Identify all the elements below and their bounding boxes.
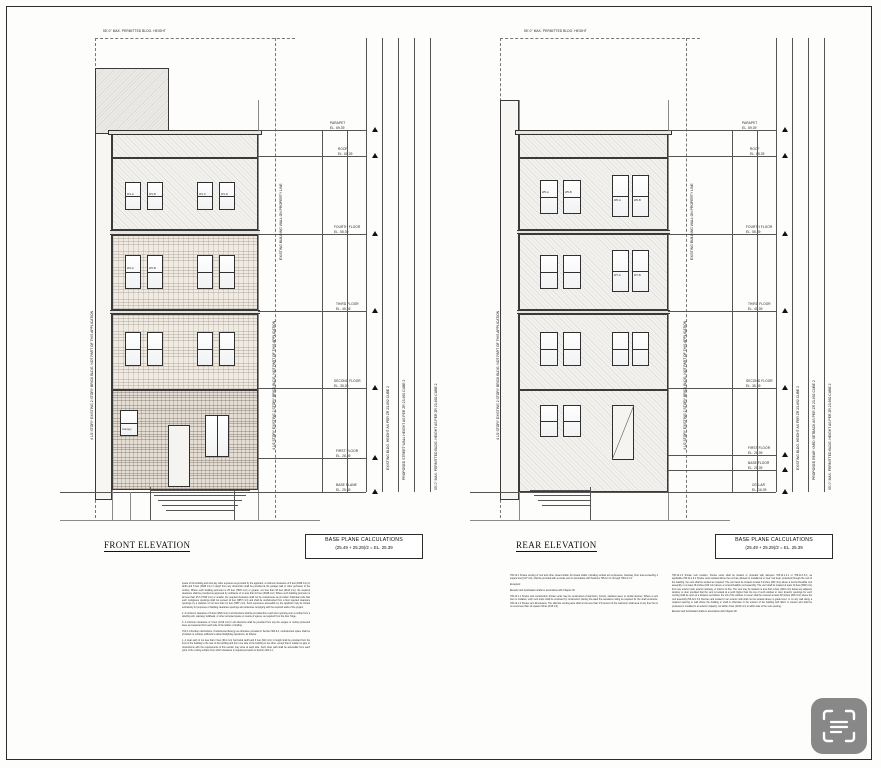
base-plane-calculations-rear: BASE PLANE CALCULATIONS (25.49 + 25.29)/2 = EL. 25.39 (715, 534, 833, 559)
parapet-mass-rear (519, 134, 668, 158)
notes-column-left: space of the building and shut any other exposure as provided by the applicant, a minimum clearance of 6 feet (1828 mm) in width and 6 feet (1828 mm) in depth from any obstruction shall be provided at the parapet wall or other perimeter of the rooftop. Where such building perimeter is 25 feet (7620 mm) or greater, not less than 30 feet (9144 mm), the required clearance shall be provided as approved by ordinance of no less than 10 feet (3048 mm). Where such building perimeter is far less than 25 ft (7620 mm) or smaller, the required clearance shall not be conspicuous as provided. Individual units that such contiguous openings shall not exceed 12 feet (3657 mm) and shall be unobstructed from a floor rejected clearance openings by a distance of not less than 12 feet (3657 mm). Such exposures accessible by the applicant may be limited exclusively for purposes of building clearance openings and otherwise complying with the required walls of the project. 2. A minimum clearance of 6 feet (1829 mm) in all directions shall be provided from each door opening onto a rooftop from a dwelling unit, stairway, bulkhead, or other occupied space or means of egress, as required from the door hinge. 3. A minimum clearance of 4 feet (1219 mm) in all directions shall be provided from any fire escape or rooftop protected area, as measured from each side of the ladder or landing. 704.4.1 Rooftop obstructions. Unobstructed Energy as otherwise provided in Section 904.9.2, unobstructed space shall be provided on rooftops sufficient to allow firefighting operations, as follows: 1. A clear path of not less than 3 feet (914 mm) horizontal width and 3 feet (914 mm) in height shall be provided from the front of the building to the rear of the building and from one side of the building to the other, except that in relation to pipe or obstructions with the requirements of this section may arise at each side. Such clear path shall be accessible from each point of the roofing surface from which clearance is required pursuant to Section 404.4.1. (182, 583, 310, 653)
window (563, 332, 581, 366)
window (563, 405, 581, 437)
window (219, 332, 235, 366)
max-height-label-front: 55'-0" MAX. PERMITTED BLDG. HEIGHT (103, 29, 166, 33)
window (540, 255, 558, 289)
base-plane-calculations-front: BASE PLANE CALCULATIONS (25.49 + 25.29)/2 = EL. 25.39 (305, 534, 423, 559)
window (540, 180, 558, 214)
window (563, 180, 581, 214)
window (219, 255, 235, 289)
window (125, 255, 141, 289)
window (563, 255, 581, 289)
door-swing-indicator (612, 405, 634, 460)
adjacent-building-left-rear (500, 100, 519, 500)
window (125, 332, 141, 366)
notes-column-middle: 706.12.1 Smoke venting of roof and other closed shafts. All closed shafts, including vertical exit enclosures, hoistway, floor area exceeding 4 square feet (0.37 m2), shall be provided with a smoke vent in accordance with Sections 706.12.1.1 through 706.12.1.3. Exception: Elevator and dumbwaiter shafts in accordance with Chapter 30. 706.12.1.1 Smoke vent construction Smoke vents may be constructed of aluminum, bronze, stainless steel, or similar devices. Where a vent duct is installed, such vent ducts shall be enclosed by construction having fire-rated fire-resistance rating as required for the shaft enclosure. 706.12.1.2 Smoke vent dimensions. The effective venting area shall not be less than 3.5 percent of the maximum shaft area of any floor but in no event less than 12 square inches (0.05 m2). (510, 575, 658, 608)
window (197, 255, 213, 289)
window (120, 410, 138, 436)
max-height-label-rear: 55'-0" MAX. PERMITTED BLDG. HEIGHT (524, 29, 587, 33)
window (612, 332, 629, 366)
max-height-line-rear (500, 38, 700, 39)
window (612, 175, 629, 217)
drawing-sheet: 55'-0" MAX. PERMITTED BLDG. HEIGHT W1-A W1-B W1-C W1-D W2-A W2-B Canopy PARAPET EL. 69.39 ROOF EL. 65.39 FOURTH FLOOR EL. 55.39 THIRD FLOOR EL. 45.39 SECOND FLOOR EL. 35.39 FIRST FLOOR EL. 26.39 BASE PLANE EL. 25.39 4 1/2 STORY EXISTING 2 STORY BRICK BLDG. NOT PART OF THIS APPLICATION EXISTING BUILDING WALL ON PROPERTY LINE 4 1/2 STORY EXISTING 2 STORY BRICK BLDG. NOT PART OF THIS APPLICATION EXISTING BLDG. HEIGHT AS PER ZR 23-692 CUBE 2 PROPOSED STREET WALL HEIGHT AS PER ZR 23-692 CUBE 2 55'-0" MAX. PERMITTED BLDG. HEIGHT AS PER ZR 23-692 CUBE 2 FRONT ELEVATION BASE PLANE CALCULATIONS (25.49 + 25.29)/2 = EL. 25.39 55'-0" MAX. PERMITTED BLDG. HEIGHT W5-A W5-B W6-A W6-B W7-A W7-B PARAPET EL. 69.39 ROOF EL. 65.39 FOURTH FLOOR EL. 55.39 THIRD FLOOR EL. 45.39 SECOND FLOOR EL. 35.39 FIRST FLOOR EL. 26.39 BASE FLOOR EL. 25.39 CELLAR EL. 16.39 4 1/2 STORY EXISTING 2 STORY BRICK BLDG. NOT PART OF THIS APPLICATION EXISTING BUILDING WALL ON PROPERTY LINE 4 1/2 STORY EXISTING 2 STORY BRICK BLDG. NOT PART OF THIS APPLICATION EXISTING BLDG. HEIGHT AS PER ZR 23-692 CUBE 2 PROPOSED REAR YARD SETBACK AS PER ZR 23-692 CUBE 2 55'-0" MAX. PERMITTED BLDG. HEIGHT AS PER ZR 23-692 CUBE 2 REAR ELEVATION BASE PLANE CALCULATIONS (25.49 + 25.29)/2 = EL. 25.39 space of the building and shut any other exposure as provided by the applicant, a minimum clearance of 6 feet (1828 mm) in width and 6 feet (1828 mm) in depth from any obstruction shall be provided at the parapet wall or other perimeter of the rooftop. Where such building perimeter is 25 feet (7620 mm) or greater, not less than 30 feet (9144 mm), the required clearance shall be provided as approved by ordinance of no less than 10 feet (3048 mm). Where such building perimeter is far less than 25 ft (7620 mm) or smaller, the required clearance shall not be conspicuous as provided. Individual units that such contiguous openings shall not exceed 12 feet (3657 mm) and shall be unobstructed from a floor rejected clearance openings by a distance of not less than 12 feet (3657 mm). Such exposures accessible by the applicant may be limited exclusively for purposes of building clearance openings and otherwise complying with the required walls of the project. 2. A minimum clearance of 6 feet (1829 mm) in all directions shall be provided from each door opening onto a rooftop from a dwelling unit, stairway, bulkhead, or other occupied space or means of egress, as required from the door hinge. 3. A minimum clearance of 4 feet (1219 mm) in all directions shall be provided from any fire escape or rooftop protected area, as measured from each side of the ladder or landing. 704.4.1 Rooftop obstructions. Unobstructed Energy as otherwise provided in Section 904.9.2, unobstructed space shall be provided on rooftops sufficient to allow firefighting operations, as follows: 1. A clear path of not less than 3 feet (914 mm) horizontal width and 3 feet (914 mm) in height shall be provided from the front of the building to the rear of the building and from one side of the building to the other, except that in relation to pipe or obstructions with the requirements of this section may arise at each side. Such clear path shall be accessible from each point of the roofing surface from which clearance is required pursuant to Section 404.4.1. 706.12.1 Smoke venting of roof and other closed shafts. All closed shafts, including vertical exit enclosures, hoistway, floor area exceeding 4 square feet (0.37 m2), shall be provided with a smoke vent in accordance with Sections 706.12.1.1 through 706.12.1.3. Exception: Elevator and dumbwaiter shafts in accordance with Chapter 30. 706.12.1.1 Smoke vent construction Smoke vents may be constructed of aluminum, bronze, stainless steel, or similar devices. Where a vent duct is installed, such vent ducts shall be enclosed by construction having fire-rated fire-resistance rating as required for the shaft enclosure. 706.12.1.2 Smoke vent dimensions. The effective venting area shall not be less than 3.5 percent of the maximum shaft area of any floor but in no event less than 12 square inches (0.05 m2). 706.12.1.3 Smoke vent location. Smoke vents shall be located or provided with dampers 706.12.1.4.1 or 706.12.1.5.2, as applicable.706.12.1.6.1 Smoke vents located above the roof are allowed or installed at or near roof level, protected through the roof of the building, the vent shall be located as required. The vent level be located at least 6 inches (203 mm) above a noncombustible roof assembly or at least 18 inches (610 mm) above a noncombustible roof assembly. The vent shall be located at least 10 feet (3048 mm) from any exterior wall, exterior stairway, or interior lot line. The vent may be located no less than 4 feet (1219 mm) below any adjacent window, or door provided that the vent is located at a point higher than the top of such window or door, Exterior openings for such venting shall be open at a distance as follows: the sill of the window or louver shall be covered at least 48 inches (818 mm) above the roof assembly.706.12.1.5.2 Devices and located in an exterior wall shall not be located above a grade level, or on any wall along a required opening or wall where the building or shaft is otherwise in the exterior of the building with fabric or louvers and shall be protected or installed in an exterior capacity, not within 4 feet (1219 mm) to within side of the vent opening. Elevator and dumbwaiter shafts in accordance with Chapter 30. (0, 0, 881, 768)
main-cornice-front (108, 130, 262, 135)
cornice-mass-front (112, 134, 258, 158)
front-elevation-title: FRONT ELEVATION (104, 540, 191, 550)
window (632, 332, 649, 366)
cellar-line-rear (470, 520, 730, 521)
window (205, 415, 229, 457)
window (147, 255, 163, 289)
window (612, 250, 629, 292)
window (197, 332, 213, 366)
max-height-line-front (95, 38, 295, 39)
main-cornice-rear (515, 130, 672, 135)
notes-column-right: 706.12.1.3 Smoke vent location. Smoke vents shall be located or provided with dampers 706.12.1.4.1 or 706.12.1.5.2, as applicable.706.12.1.6.1 Smoke vents located above the roof are allowed or installed at or near roof level, protected through the roof of the building, the vent shall be located as required. The vent level be located at least 6 inches (203 mm) above a noncombustible roof assembly or at least 18 inches (610 mm) above a noncombustible roof assembly. The vent shall be located at least 10 feet (3048 mm) from any exterior wall, exterior stairway, or interior lot line. The vent may be located no less than 4 feet (1219 mm) below any adjacent window, or door provided that the vent is located at a point higher than the top of such window or door, Exterior openings for such venting shall be open at a distance as follows: the sill of the window or louver shall be covered at least 48 inches (818 mm) above the roof assembly.706.12.1.5.2 Devices and located in an exterior wall shall not be located above a grade level, or on any wall along a required opening or wall where the building or shaft is otherwise in the exterior of the building with fabric or louvers and shall be protected or installed in an exterior capacity, not within 4 feet (1219 mm) to within side of the vent opening. Elevator and dumbwaiter shafts in accordance with Chapter 30. (672, 575, 812, 614)
scan-document-icon (811, 698, 867, 754)
entry-door-front (168, 425, 190, 487)
bulkhead-front (95, 68, 169, 134)
window (147, 332, 163, 366)
window (632, 250, 649, 292)
window (632, 175, 649, 217)
window (540, 405, 558, 437)
window (540, 332, 558, 366)
cellar-line-front (60, 520, 320, 521)
rear-elevation-title: REAR ELEVATION (516, 540, 597, 550)
adjacent-building-left-front (95, 100, 112, 500)
